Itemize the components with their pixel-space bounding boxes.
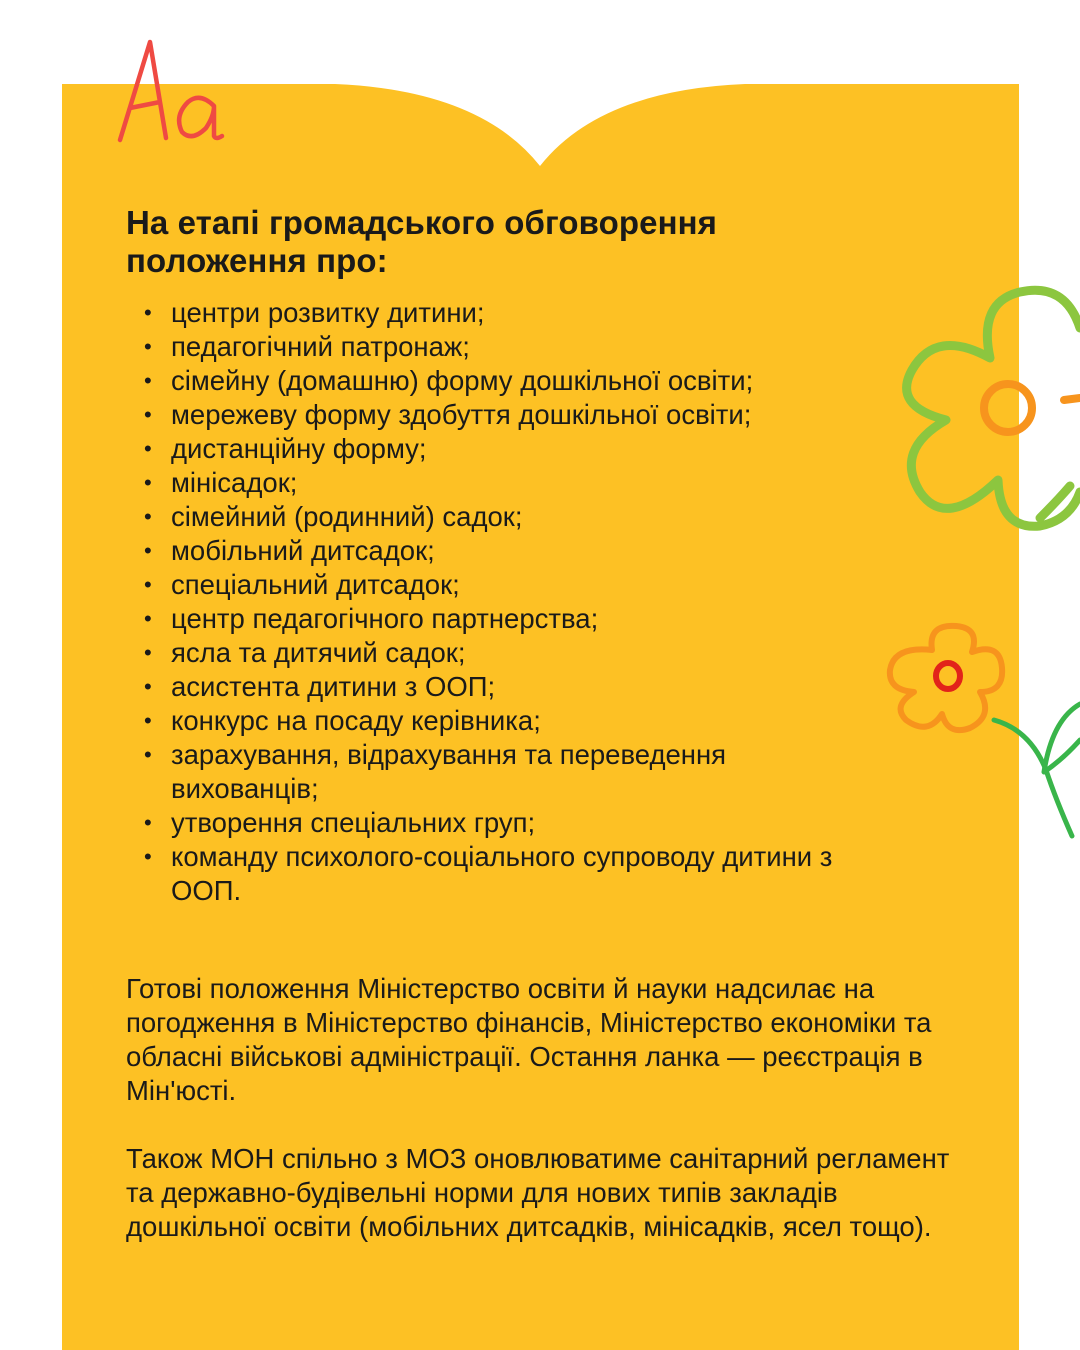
list-item-text: сімейний (родинний) садок;	[171, 501, 523, 532]
heading-line-1: На етапі громадського обговорення	[126, 204, 717, 241]
list-item-text: мобільний дитсадок;	[171, 535, 435, 566]
list-item-text: центр педагогічного партнерства;	[171, 603, 599, 634]
list-item-text: центри розвитку дитини;	[171, 297, 485, 328]
bullet-icon: •	[144, 674, 152, 699]
list-item-text: ясла та дитячий садок;	[171, 637, 466, 668]
list-item	[144, 534, 871, 568]
list-item-text: команду психолого-соціального супроводу дитини з ООП.	[171, 841, 833, 906]
heading	[126, 204, 986, 280]
bullet-icon: •	[144, 436, 152, 461]
list-item	[144, 500, 871, 534]
list-item	[144, 840, 871, 908]
bullet-icon: •	[144, 606, 152, 631]
list-item-text: педагогічний патронаж;	[171, 331, 470, 362]
paragraph-approval: Готові положення Міністерство освіти й науки надсилає на погодження в Міністерство фінансів, Міністерство економіки та обласні військові адміністрації. Остання ланка — реєстрація в Мін'юсті.	[126, 973, 932, 1106]
list-item-text: утворення спеціальних груп;	[171, 807, 536, 838]
bullet-icon: •	[144, 640, 152, 665]
bullet-icon: •	[144, 334, 152, 359]
stem-icon	[990, 690, 1080, 850]
list-item-text: сімейну (домашню) форму дошкільної освіти;	[171, 365, 754, 396]
list-item	[144, 704, 871, 738]
list-item	[144, 398, 871, 432]
list-item	[144, 330, 871, 364]
list-item	[144, 568, 871, 602]
bullet-icon: •	[144, 402, 152, 427]
list-item	[144, 636, 871, 670]
letters-aa-icon	[110, 36, 230, 146]
list-item	[144, 432, 871, 466]
list-item	[144, 670, 871, 704]
list-item-text: асистента дитини з ООП;	[171, 671, 496, 702]
list-item-text: мережеву форму здобуття дошкільної освіти;	[171, 399, 752, 430]
bullet-icon: •	[144, 742, 152, 767]
list-item	[144, 806, 871, 840]
bullet-icon: •	[144, 810, 152, 835]
paragraph-sanitary-norms: Також МОН спільно з МОЗ оновлюватиме санітарний регламент та державно-будівельні норми для нових типів закладів дошкільної освіти (мобільних дитсадків, мінісадків, ясел тощо).	[126, 1143, 950, 1242]
list-item	[144, 602, 871, 636]
list-item-text: мінісадок;	[171, 467, 298, 498]
bullet-icon: •	[144, 504, 152, 529]
heading-line-2: положення про:	[126, 242, 388, 279]
list-item	[144, 296, 871, 330]
regulations-list	[126, 296, 986, 908]
bullet-icon: •	[144, 572, 152, 597]
list-item	[144, 364, 871, 398]
content	[126, 204, 986, 1244]
bullet-icon: •	[144, 300, 152, 325]
bullet-icon: •	[144, 844, 152, 869]
list-item-text: конкурс на посаду керівника;	[171, 705, 541, 736]
bullet-icon: •	[144, 368, 152, 393]
bullet-icon: •	[144, 708, 152, 733]
list-item	[144, 738, 871, 806]
list-item-text: зарахування, відрахування та переведення вихованців;	[171, 739, 727, 804]
bullet-icon: •	[144, 470, 152, 495]
list-item-text: спеціальний дитсадок;	[171, 569, 460, 600]
bullet-icon: •	[144, 538, 152, 563]
list-item	[144, 466, 871, 500]
list-item-text: дистанційну форму;	[171, 433, 427, 464]
